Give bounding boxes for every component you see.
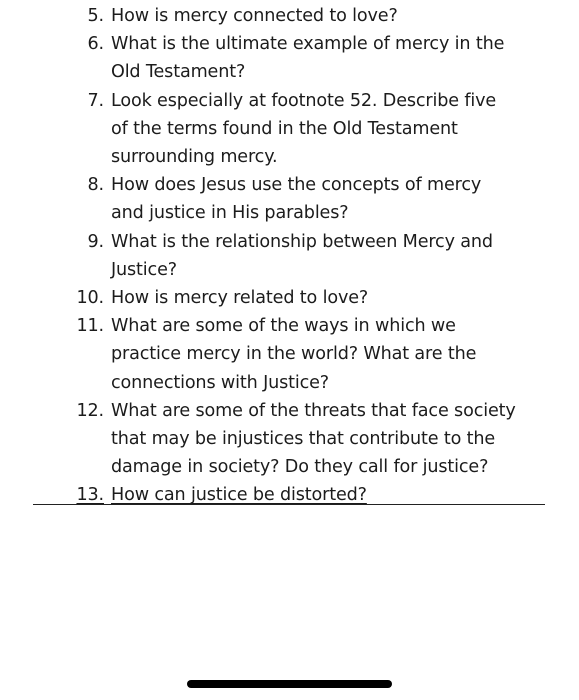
question-item-13 (0, 481, 579, 509)
question-number: 9. (87, 231, 104, 252)
question-item-12 (0, 397, 579, 482)
question-item-7 (0, 87, 579, 172)
home-indicator[interactable] (187, 680, 392, 688)
question-number: 11. (76, 316, 104, 337)
question-item-6 (0, 30, 579, 86)
section-divider (33, 504, 545, 505)
question-text: How does Jesus use the concepts of mercy and justice in His parables? (111, 175, 482, 224)
question-list (0, 2, 579, 510)
question-number: 8. (87, 175, 104, 196)
question-number: 6. (87, 34, 104, 55)
question-number: 10. (76, 288, 104, 309)
question-text: What are some of the ways in which we practice mercy in the world? What are the connections with Justice? (111, 316, 477, 393)
question-text: What is the relationship between Mercy and Justice? (111, 231, 493, 280)
question-number: 13. (76, 485, 104, 506)
question-text: How is mercy connected to love? (111, 6, 398, 26)
question-item-8 (0, 171, 579, 227)
question-number: 12. (76, 400, 104, 421)
question-number: 5. (87, 6, 104, 26)
question-item-11 (0, 312, 579, 397)
question-text: Look especially at footnote 52. Describe five of the terms found in the Old Testament surrounding mercy. (111, 90, 497, 168)
question-text: What are some of the threats that face society that may be injustices that contribute to the damage in society? Do they call for justice? (111, 400, 516, 478)
question-text: How is mercy related to love? (111, 288, 369, 309)
question-item-10 (0, 284, 579, 312)
question-text: What is the ultimate example of mercy in the Old Testament? (111, 34, 505, 83)
question-item-9 (0, 228, 579, 284)
question-item-5 (0, 2, 579, 30)
question-number: 7. (87, 90, 104, 111)
question-text: How can justice be distorted? (111, 485, 367, 506)
